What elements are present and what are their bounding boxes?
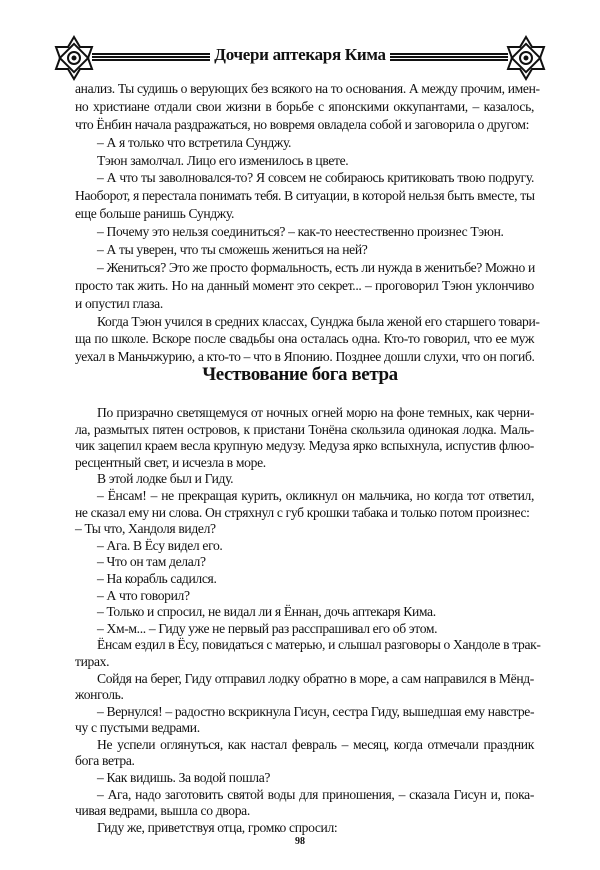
text-line: – Ёнсам! – не прекращая курить, окликнул он мальчика, но когда тот ответил,: [97, 487, 534, 503]
text-line: – А ты уверен, что ты сможешь жениться на ней?: [97, 242, 368, 258]
text-line: – Почему это нельзя соединиться? – как-то неестественно произнес Тэюн.: [97, 224, 504, 240]
text-line: – Хм-м... – Гиду уже не первый раз расспрашивал его об этом.: [97, 620, 438, 636]
text-line: еще больше ранишь Сунджу.: [75, 206, 234, 222]
text-line: – Вернулся! – радостно вскрикнула Гисун, сестра Гиду, вышедшая ему навстре-: [97, 703, 535, 719]
text-line: чу с пустыми ведрами.: [75, 720, 200, 736]
text-line: По призрачно светящемуся от ночных огней морю на фоне темных, как черни-: [97, 405, 534, 420]
text-line: но христиане отдали свои жизни в борьбе с японскими оккупантами, – казалось,: [75, 98, 534, 114]
body-text-bottom: [75, 405, 541, 836]
rosette-ornament-icon: [504, 35, 548, 81]
text-line: – Ты что, Хандоля видел?: [75, 521, 216, 537]
text-line: ресцентный свет, и исчезла в море.: [75, 454, 266, 470]
text-line: Ёнсам ездил в Ёсу, повидаться с матерью, и слышал разговоры о Хандоле в трак-: [97, 637, 541, 653]
running-title: Дочери аптекаря Кима: [214, 45, 386, 64]
text-line: – Что он там делал?: [97, 554, 206, 570]
running-header: [52, 35, 548, 81]
text-line: ла, размытых пятен островов, к пристани Тонёна скользила одинокая лодка. Маль-: [75, 421, 534, 437]
text-line: Наоборот, я перестала понимать тебя. В ситуации, в которой нельзя быть вместе, ты: [75, 188, 535, 204]
text-line: чик зацепил краем весла крупную медузу. Медуза ярко вспыхнула, испустив флюо-: [75, 438, 534, 454]
text-line: просто так жить. Но на данный момент это секрет... – проговорил Тэюн уклончиво: [75, 277, 534, 293]
header-rule-right: [390, 53, 508, 61]
text-line: бога ветра.: [75, 753, 135, 769]
text-line: жонголь.: [75, 687, 124, 703]
text-line: – Только и спросил, не видал ли я Ённан, дочь аптекаря Кима.: [97, 604, 436, 620]
text-line: не сказал ему ни слова. Он стряхнул с губ крошки табака и только потом произнес:: [75, 504, 530, 520]
text-line: В этой лодке был и Гиду.: [97, 471, 234, 487]
text-line: что Ёнбин начала раздражаться, но вовремя овладела собой и заговорила о другом:: [75, 116, 530, 132]
text-line: чивая ведрами, вышла со двора.: [75, 803, 250, 819]
text-line: Тэюн замолчал. Лицо его изменилось в цвете.: [97, 152, 349, 168]
text-line: – Как видишь. За водой пошла?: [97, 770, 271, 786]
text-line: и опустил глаза.: [75, 295, 163, 311]
section-heading: Чествование бога ветра: [202, 364, 398, 385]
text-line: ща по школе. Вскоре после свадьбы она осталась одна. Кто-то говорил, что ее муж: [75, 331, 534, 347]
page-number: 98: [295, 836, 305, 847]
text-line: Не успели оглянуться, как настал февраль – месяц, когда отмечали праздник: [97, 736, 534, 752]
text-line: тирах.: [75, 653, 110, 669]
text-line: – Ага. В Ёсу видел его.: [97, 537, 223, 553]
text-line: – А я только что встретила Сунджу.: [97, 134, 292, 150]
text-line: уехал в Маньчжурию, а кто-то – что в Японию. Позднее дошли слухи, что он погиб.: [75, 349, 535, 365]
text-line: Когда Тэюн учился в средних классах, Сунджа была женой его старшего товари-: [97, 313, 540, 329]
text-line: – На корабль садился.: [97, 570, 217, 586]
text-line: – Ага, надо заготовить святой воды для приношения, – сказала Гисун и, пока-: [97, 786, 534, 802]
text-line: – Жениться? Это же просто формальность, есть ли нужда в женитьбе? Можно и: [97, 259, 535, 275]
text-line: – А что ты заволновался-то? Я совсем не собираюсь критиковать твою подругу.: [97, 170, 534, 186]
text-line: Сойдя на берег, Гиду отправил лодку обратно в море, а сам направился в Мёнд-: [97, 670, 534, 686]
text-line: – А что говорил?: [97, 587, 190, 603]
text-line: анализ. Ты судишь о верующих без всякого на то основания. А между прочим, имен-: [75, 81, 540, 96]
text-line: Гиду же, приветствуя отца, громко спросил:: [97, 819, 338, 835]
body-text-top: [75, 80, 540, 366]
